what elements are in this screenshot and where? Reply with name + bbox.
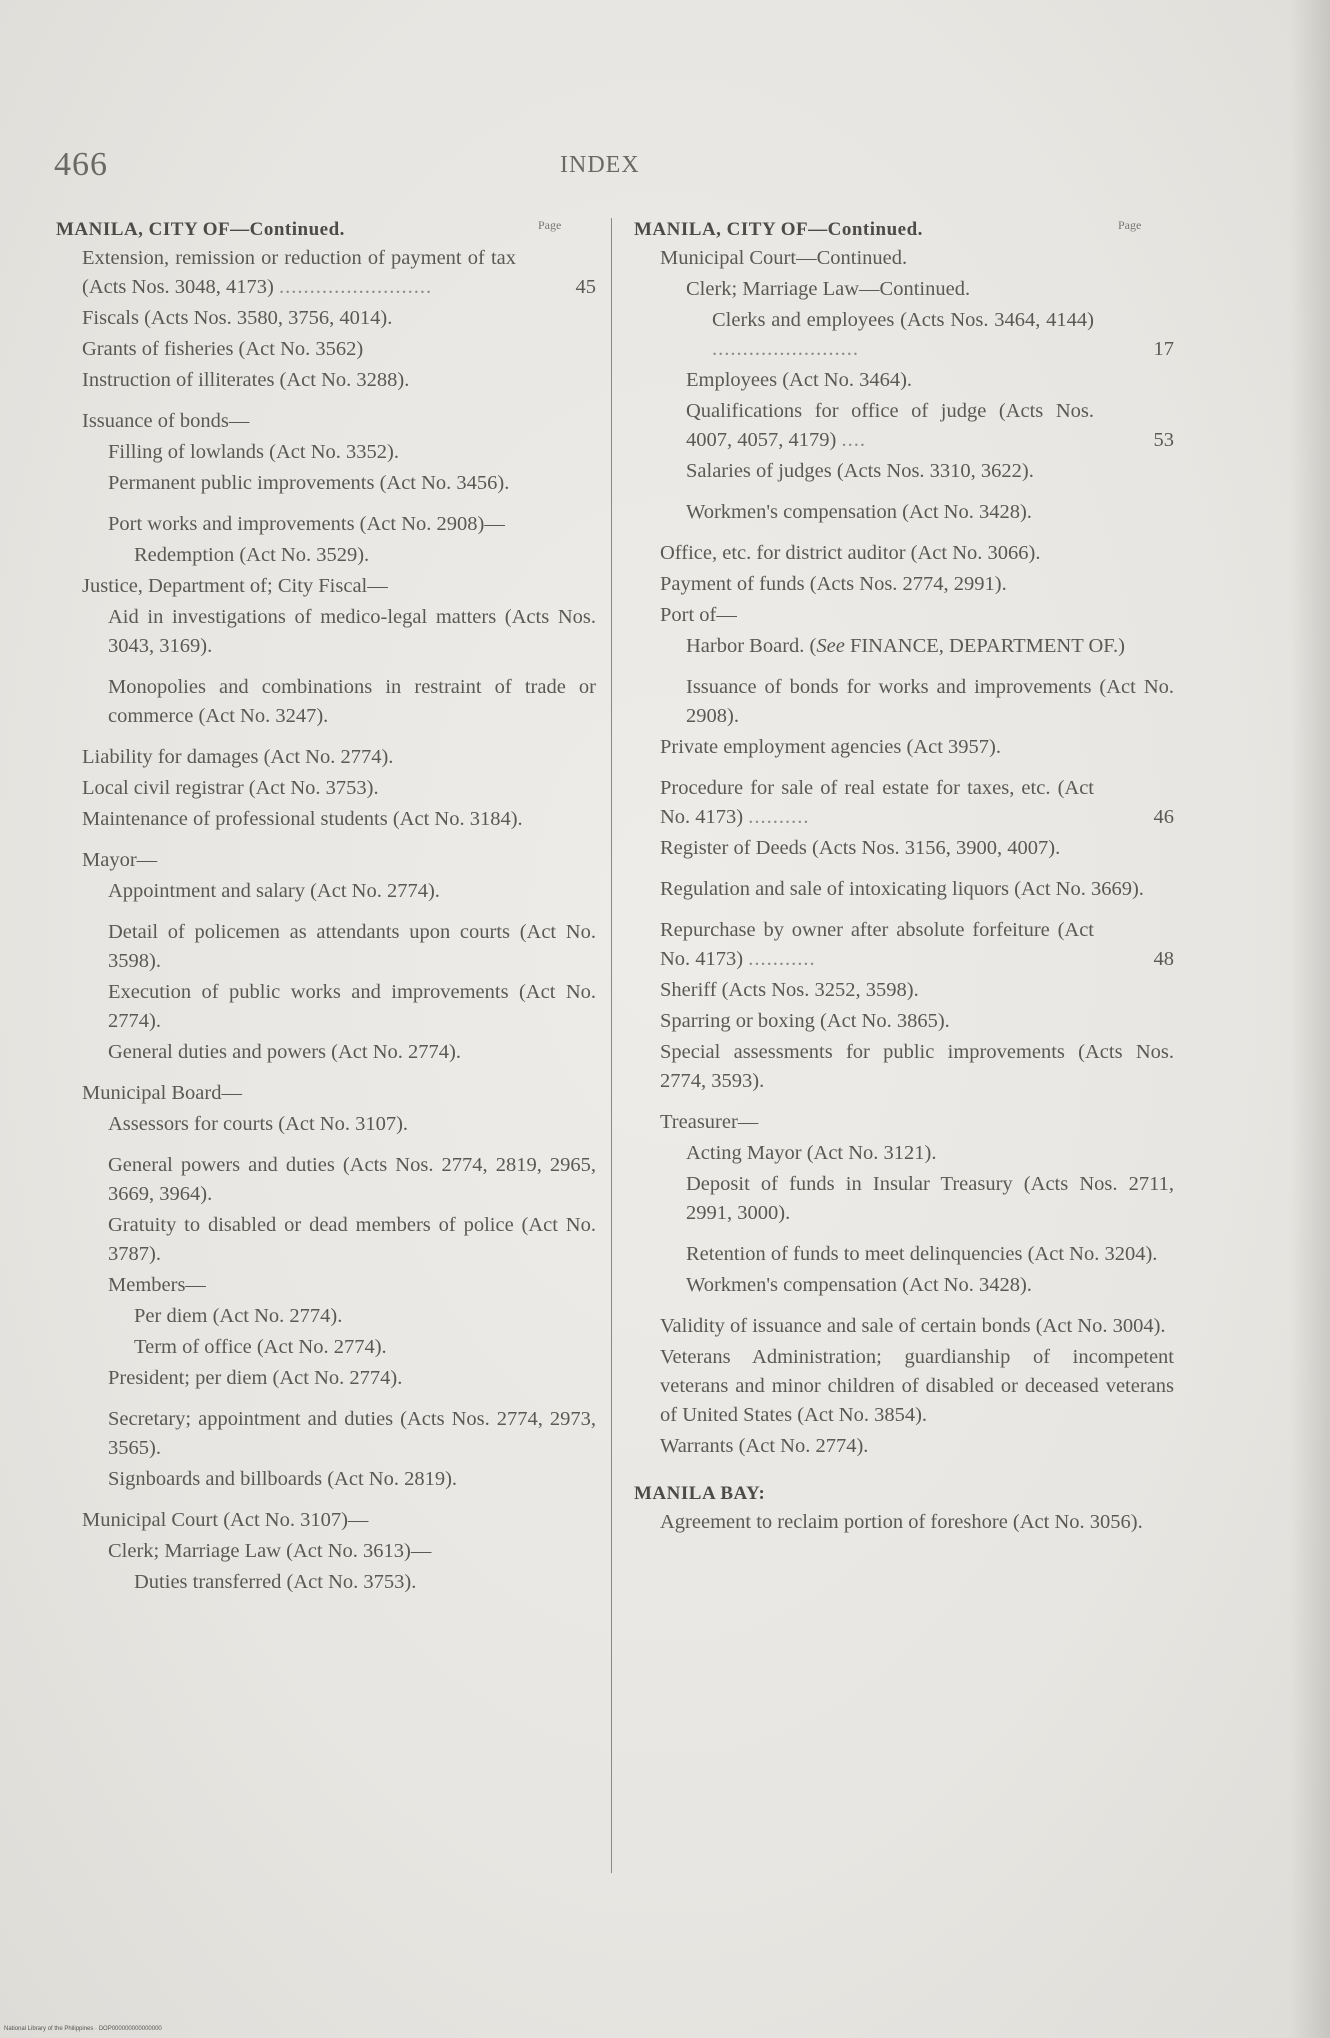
leader-dots: ........... (748, 948, 816, 970)
index-entry: Treasurer— (660, 1111, 759, 1133)
index-subentry: Execution of public works and improvements (Act No. 2774). (108, 981, 596, 1032)
index-subentry (634, 397, 1174, 455)
index-entry: Justice, Department of; City Fiscal— (82, 575, 388, 597)
index-entry: Issuance of bonds— (82, 410, 250, 432)
index-subentry: Permanent public improvements (Act No. 3456). (108, 472, 510, 494)
index-subentry: Assessors for courts (Act No. 3107). (108, 1113, 409, 1135)
see-reference: See (816, 635, 845, 657)
leader-dots: ........................ (712, 338, 859, 360)
index-subsubentry: Per diem (Act No. 2774). (134, 1305, 343, 1327)
index-entry: Sparring or boxing (Act No. 3865). (660, 1010, 950, 1032)
entry-text: Repurchase by owner after absolute forfeiture (Act No. 4173) (660, 919, 1094, 970)
entry-text: Clerks and employees (Acts Nos. 3464, 4144) (712, 309, 1094, 331)
right-column (634, 215, 1174, 1539)
index-subsubentry: Redemption (Act No. 3529). (134, 544, 370, 566)
entry-text: Procedure for sale of real estate for taxes, etc. (Act No. 4173) (660, 777, 1094, 828)
entry-text: Qualifications for office of judge (Acts Nos. 4007, 4057, 4179) (686, 400, 1094, 451)
index-subentry: Deposit of funds in Insular Treasury (Acts Nos. 2711, 2991, 3000). (686, 1173, 1174, 1224)
index-subentry: Detail of policemen as attendants upon courts (Act No. 3598). (108, 921, 596, 972)
index-entry (56, 244, 596, 302)
index-entry: Private employment agencies (Act 3957). (660, 736, 1001, 758)
index-entry: Grants of fisheries (Act No. 3562) (82, 338, 364, 360)
index-entry: Payment of funds (Acts Nos. 2774, 2991). (660, 573, 1007, 595)
index-entry: Fiscals (Acts Nos. 3580, 3756, 4014). (82, 307, 393, 329)
scan-footer-note: National Library of the Philippines · DOP000000000000000 (4, 2026, 162, 2032)
index-entry: Municipal Board— (82, 1082, 242, 1104)
page-label-right: Page (1118, 218, 1142, 232)
leader-dots: ......................... (279, 276, 433, 298)
entry-text: Extension, remission or reduction of payment of tax (Acts Nos. 3048, 4173) (82, 247, 516, 298)
index-subsubentry (634, 306, 1174, 364)
index-subentry: Clerk; Marriage Law (Act No. 3613)— (108, 1540, 432, 1562)
page-label-left: Page (538, 218, 562, 232)
index-entry: Liability for damages (Act No. 2774). (82, 746, 394, 768)
index-entry: Validity of issuance and sale of certain bonds (Act No. 3004). (660, 1315, 1166, 1337)
index-subentry: Members— (108, 1274, 206, 1296)
index-subentry: Workmen's compensation (Act No. 3428). (686, 1274, 1032, 1296)
index-entry: Instruction of illiterates (Act No. 3288). (82, 369, 410, 391)
index-entry: Regulation and sale of intoxicating liquors (Act No. 3669). (660, 878, 1144, 900)
index-heading: MANILA, CITY OF—Continued. (634, 219, 923, 240)
index-heading: MANILA BAY: (634, 1483, 766, 1504)
index-entry: Municipal Court—Continued. (660, 247, 908, 269)
index-entry: Mayor— (82, 849, 158, 871)
index-entry: Port of— (660, 604, 737, 626)
left-column (56, 215, 596, 1599)
index-subentry: Port works and improvements (Act No. 2908)— (108, 513, 505, 535)
index-subentry: Clerk; Marriage Law—Continued. (686, 278, 971, 300)
index-subentry: Issuance of bonds for works and improvements (Act No. 2908). (686, 676, 1174, 727)
index-subentry: General powers and duties (Acts Nos. 2774, 2819, 2965, 3669, 3964). (108, 1154, 596, 1205)
index-subentry: Aid in investigations of medico-legal matters (Acts Nos. 3043, 3169). (108, 606, 596, 657)
index-subentry: Retention of funds to meet delinquencies (Act No. 3204). (686, 1243, 1158, 1265)
entry-page: 46 (1153, 806, 1174, 828)
index-entry: Office, etc. for district auditor (Act No. 3066). (660, 542, 1041, 564)
index-heading: MANILA, CITY OF—Continued. (56, 219, 345, 240)
index-subsubentry: Duties transferred (Act No. 3753). (134, 1571, 417, 1593)
index-subentry: Signboards and billboards (Act No. 2819). (108, 1468, 458, 1490)
index-subsubentry: Term of office (Act No. 2774). (134, 1336, 387, 1358)
running-head: INDEX (560, 152, 640, 178)
index-subentry: General duties and powers (Act No. 2774). (108, 1041, 461, 1063)
entry-page: 17 (1153, 338, 1174, 360)
entry-page: 48 (1153, 948, 1174, 970)
page-number: 466 (54, 146, 108, 183)
index-subentry: Employees (Act No. 3464). (686, 369, 913, 391)
index-subentry: President; per diem (Act No. 2774). (108, 1367, 403, 1389)
index-subentry: Monopolies and combinations in restraint of trade or commerce (Act No. 3247). (108, 676, 596, 727)
index-entry: Register of Deeds (Acts Nos. 3156, 3900, 4007). (660, 837, 1061, 859)
index-subentry (634, 632, 1174, 661)
index-entry: Veterans Administration; guardianship of incompetent veterans and minor children of disabled or deceased veterans of United States (Act No. 3854). (660, 1346, 1174, 1426)
entry-page: 53 (1153, 429, 1174, 451)
column-divider (611, 218, 612, 1873)
index-subentry: Filling of lowlands (Act No. 3352). (108, 441, 399, 463)
index-entry: Agreement to reclaim portion of foreshore (Act No. 3056). (660, 1511, 1143, 1533)
index-subentry: Workmen's compensation (Act No. 3428). (686, 501, 1032, 523)
index-subentry: Gratuity to disabled or dead members of police (Act No. 3787). (108, 1214, 596, 1265)
index-entry: Maintenance of professional students (Act No. 3184). (82, 808, 523, 830)
index-entry: Warrants (Act No. 2774). (660, 1435, 869, 1457)
index-entry: Local civil registrar (Act No. 3753). (82, 777, 379, 799)
entry-page: 45 (575, 276, 596, 298)
entry-text: Harbor Board. ( (686, 635, 817, 657)
leader-dots: .... (841, 429, 866, 451)
index-entry: Municipal Court (Act No. 3107)— (82, 1509, 369, 1531)
page-edge-shadow (1290, 0, 1330, 2038)
index-entry (634, 916, 1174, 974)
leader-dots: .......... (748, 806, 810, 828)
index-subentry: Secretary; appointment and duties (Acts Nos. 2774, 2973, 3565). (108, 1408, 596, 1459)
cross-reference: FINANCE, DEPARTMENT OF.) (844, 635, 1125, 657)
index-entry: Sheriff (Acts Nos. 3252, 3598). (660, 979, 919, 1001)
index-subentry: Acting Mayor (Act No. 3121). (686, 1142, 937, 1164)
index-entry (634, 774, 1174, 832)
index-subentry: Appointment and salary (Act No. 2774). (108, 880, 440, 902)
index-entry: Special assessments for public improvements (Acts Nos. 2774, 3593). (660, 1041, 1174, 1092)
index-subentry: Salaries of judges (Acts Nos. 3310, 3622). (686, 460, 1034, 482)
